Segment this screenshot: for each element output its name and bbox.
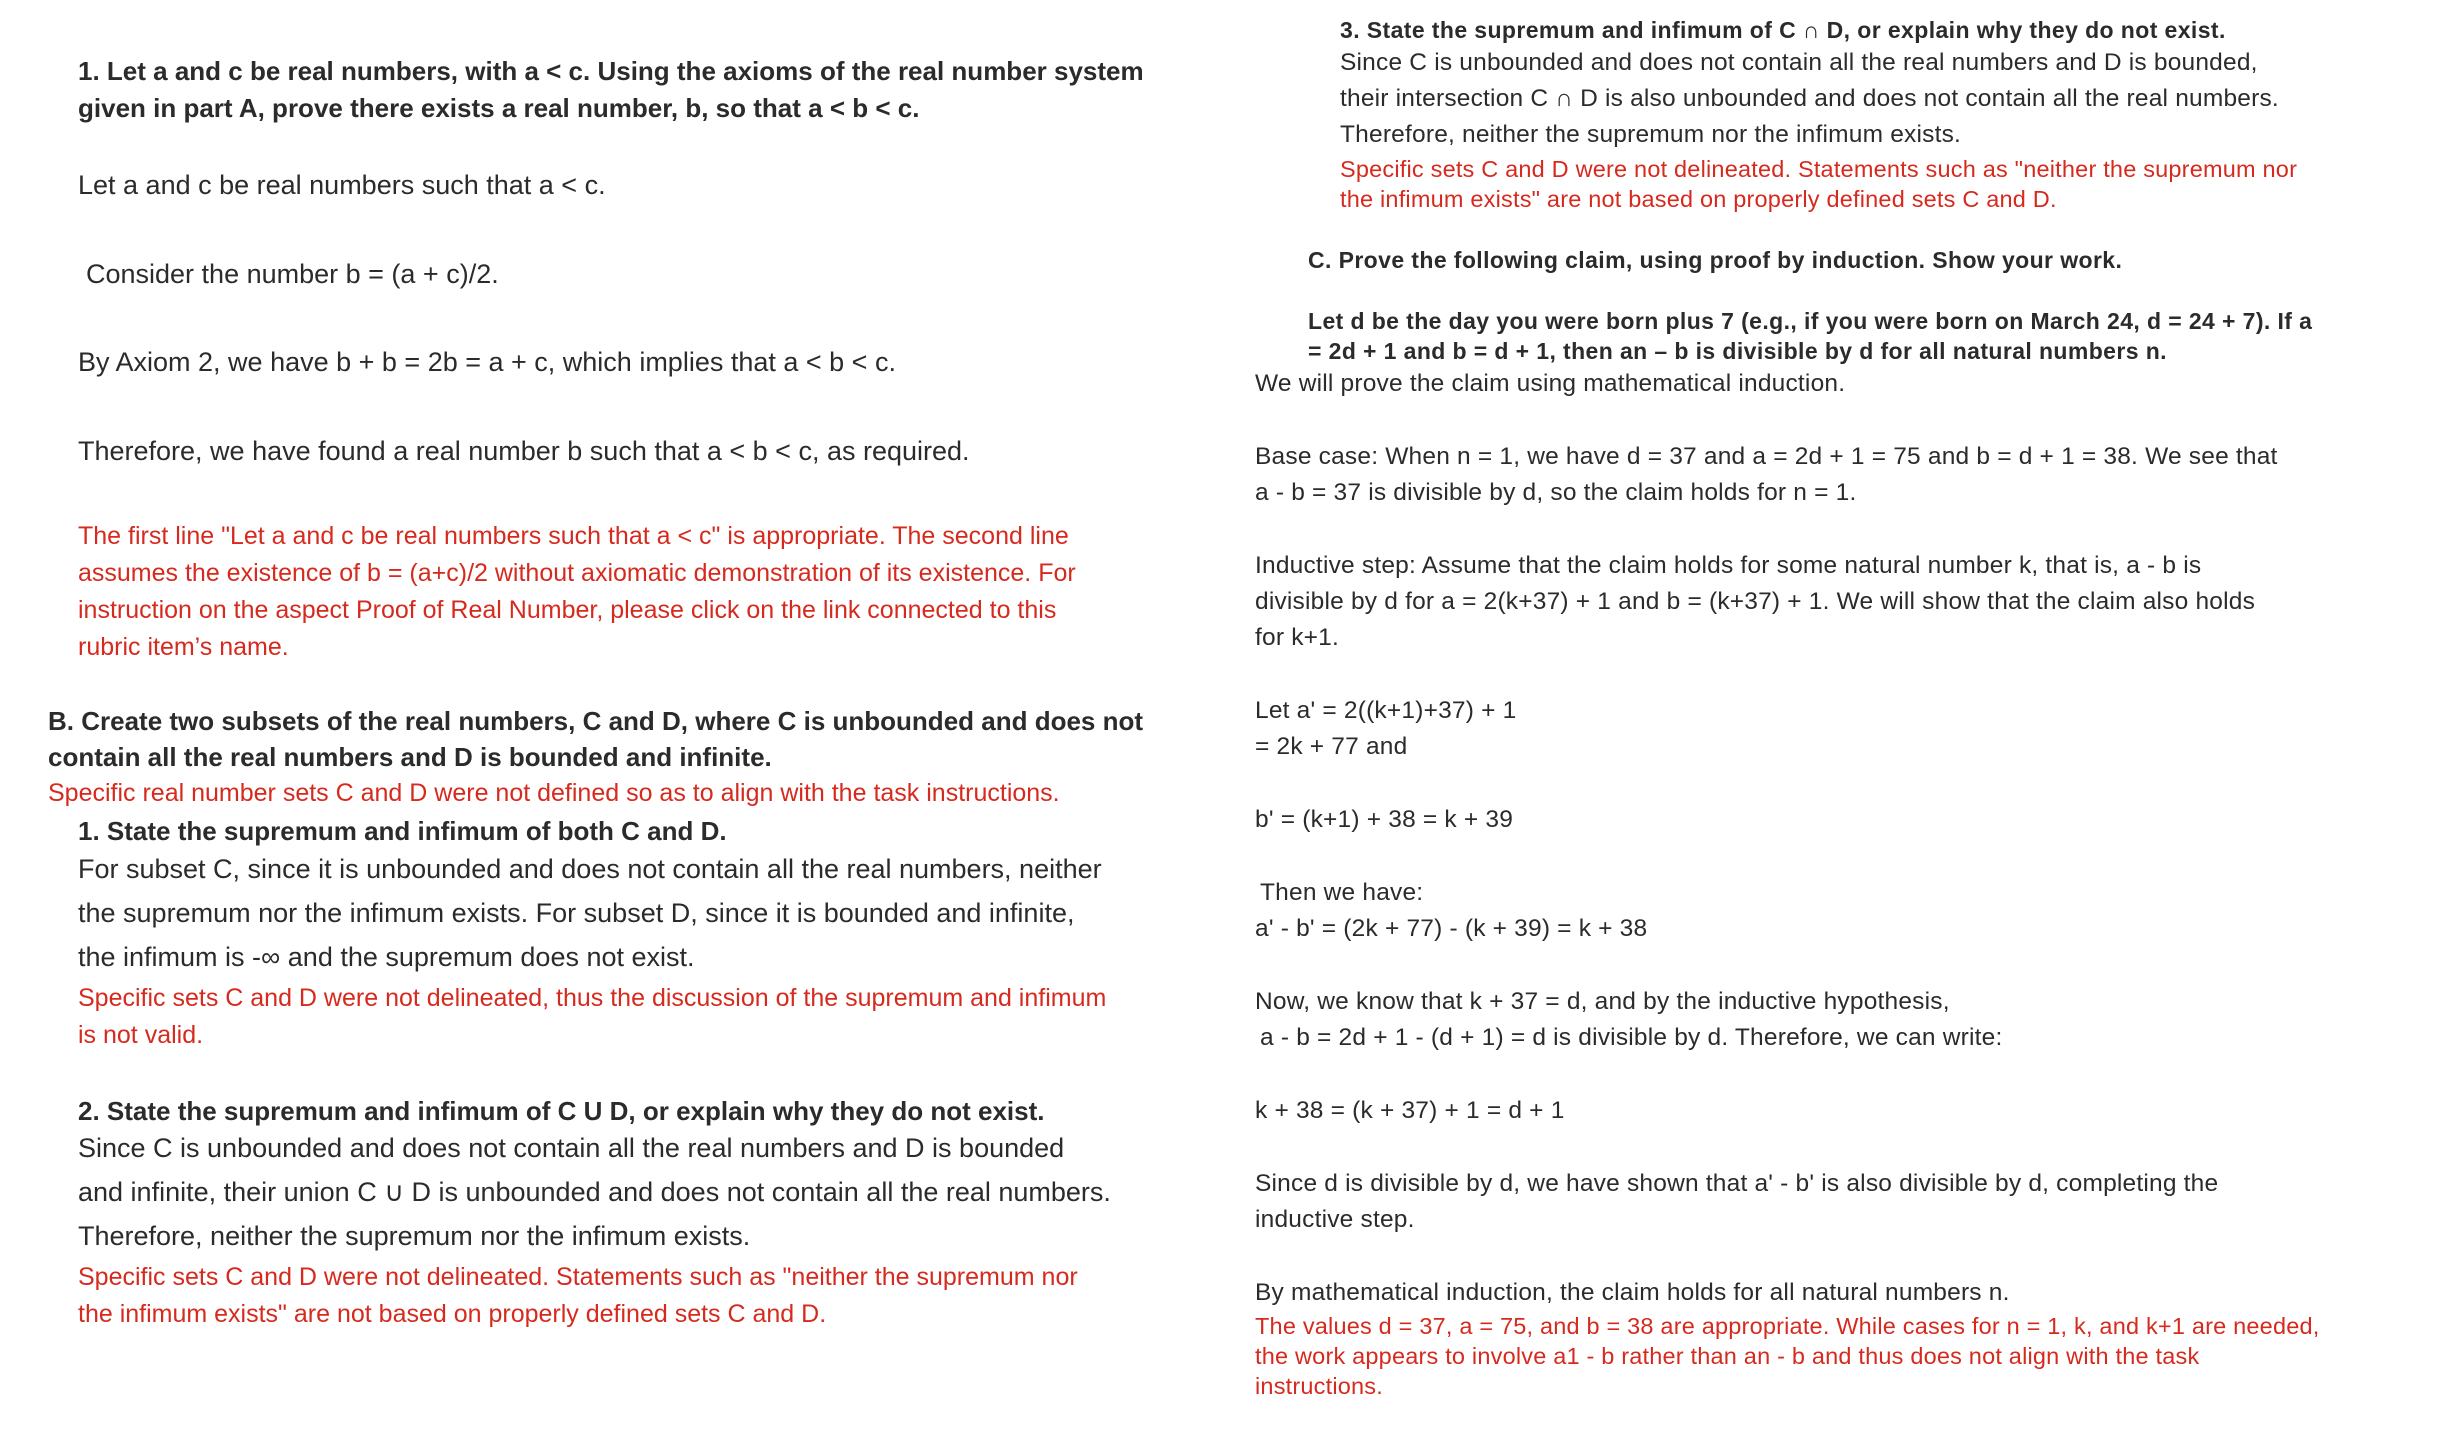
then-line2: a' - b' = (2k + 77) - (k + 39) = k + 38	[1255, 915, 1648, 942]
equation: k + 38 = (k + 37) + 1 = d + 1	[1255, 1097, 1565, 1124]
inductive-step-line1: Inductive step: Assume that the claim holds for some natural number k, that is, a - b is	[1255, 552, 2202, 579]
feedback-a-line1: The first line "Let a and c be real numbers such that a < c" is appropriate. The second line	[78, 522, 1069, 550]
answer-a-line4: Therefore, we have found a real number b such that a < b < c, as required.	[78, 436, 970, 466]
feedback-a-line4: rubric item’s name.	[78, 633, 289, 661]
now-line2: a - b = 2d + 1 - (d + 1) = d is divisible by d. Therefore, we can write:	[1260, 1024, 2003, 1051]
heading-b-line1: B. Create two subsets of the real numbers, C and D, where C is unbounded and does not	[48, 706, 1144, 736]
a-prime-line2: = 2k + 77 and	[1255, 733, 1408, 760]
answer-b1-line2: the supremum nor the infimum exists. For subset D, since it is bounded and infinite,	[78, 898, 1075, 928]
since-line1: Since d is divisible by d, we have shown that a' - b' is also divisible by d, completing the	[1255, 1170, 2219, 1197]
question-a1-line2: given in part A, prove there exists a real number, b, so that a < b < c.	[78, 93, 920, 123]
answer-b1-line1: For subset C, since it is unbounded and does not contain all the real numbers, neither	[78, 854, 1102, 884]
inductive-step-line3: for k+1.	[1255, 624, 1339, 651]
b-prime: b' = (k+1) + 38 = k + 39	[1255, 806, 1514, 833]
answer-b2-line3: Therefore, neither the supremum nor the infimum exists.	[78, 1221, 751, 1251]
conclusion: By mathematical induction, the claim holds for all natural numbers n.	[1255, 1279, 2010, 1306]
feedback-a-line3: instruction on the aspect Proof of Real Number, please click on the link connected to this	[78, 596, 1057, 624]
feedback-a-line2: assumes the existence of b = (a+c)/2 without axiomatic demonstration of its existence. For	[78, 559, 1076, 587]
answer-b3-line2: their intersection C ∩ D is also unbounded and does not contain all the real numbers.	[1340, 85, 2279, 112]
heading-b-line2: contain all the real numbers and D is bounded and infinite.	[48, 742, 772, 772]
now-line1: Now, we know that k + 37 = d, and by the inductive hypothesis,	[1255, 988, 1950, 1015]
answer-a-line1: Let a and c be real numbers such that a < c.	[78, 170, 606, 200]
claim-line2: = 2d + 1 and b = d + 1, then an – b is divisible by d for all natural numbers n.	[1308, 338, 2167, 364]
feedback-b3-line2: the infimum exists" are not based on properly defined sets C and D.	[1340, 186, 2057, 212]
question-b2: 2. State the supremum and infimum of C U D, or explain why they do not exist.	[78, 1096, 1045, 1126]
answer-b2-line1: Since C is unbounded and does not contain all the real numbers and D is bounded	[78, 1133, 1065, 1163]
answer-b2-line2: and infinite, their union C ∪ D is unbounded and does not contain all the real numbers.	[78, 1177, 1111, 1207]
proof-intro: We will prove the claim using mathematical induction.	[1255, 370, 1846, 397]
answer-b1-line3: the infimum is -∞ and the supremum does not exist.	[78, 942, 695, 972]
question-a1-line1: 1. Let a and c be real numbers, with a < c. Using the axioms of the real number system	[78, 56, 1144, 86]
heading-c: C. Prove the following claim, using proof by induction. Show your work.	[1308, 247, 2123, 273]
inductive-step-line2: divisible by d for a = 2(k+37) + 1 and b = (k+37) + 1. We will show that the claim also holds	[1255, 588, 2256, 615]
feedback-b1-line1: Specific sets C and D were not delineated, thus the discussion of the supremum and infimum	[78, 984, 1107, 1012]
feedback-b1-line2: is not valid.	[78, 1021, 204, 1049]
answer-b3-line3: Therefore, neither the supremum nor the infimum exists.	[1340, 121, 1962, 148]
feedback-c-line1: The values d = 37, a = 75, and b = 38 are appropriate. While cases for n = 1, k, and k+1 are needed,	[1255, 1313, 2320, 1339]
answer-a-line2: Consider the number b = (a + c)/2.	[86, 259, 499, 289]
feedback-b3-line1: Specific sets C and D were not delineated. Statements such as "neither the supremum nor	[1340, 156, 2298, 182]
since-line2: inductive step.	[1255, 1206, 1415, 1233]
answer-a-line3: By Axiom 2, we have b + b = 2b = a + c, which implies that a < b < c.	[78, 347, 896, 377]
feedback-b: Specific real number sets C and D were not defined so as to align with the task instructions.	[48, 779, 1060, 807]
feedback-c-line2: the work appears to involve a1 - b rather than an - b and thus does not align with the task	[1255, 1343, 2200, 1369]
feedback-c-line3: instructions.	[1255, 1373, 1383, 1399]
question-b3: 3. State the supremum and infimum of C ∩ D, or explain why they do not exist.	[1340, 17, 2226, 43]
then-line1: Then we have:	[1260, 879, 1424, 906]
question-b1: 1. State the supremum and infimum of both C and D.	[78, 816, 727, 846]
a-prime-line1: Let a' = 2((k+1)+37) + 1	[1255, 697, 1517, 724]
feedback-b2-line2: the infimum exists" are not based on properly defined sets C and D.	[78, 1300, 827, 1328]
base-case-line1: Base case: When n = 1, we have d = 37 and a = 2d + 1 = 75 and b = d + 1 = 38. We see that	[1255, 443, 2278, 470]
answer-b3-line1: Since C is unbounded and does not contain all the real numbers and D is bounded,	[1340, 49, 2258, 76]
claim-line1: Let d be the day you were born plus 7 (e.g., if you were born on March 24, d = 24 + 7). If a	[1308, 308, 2313, 334]
feedback-b2-line1: Specific sets C and D were not delineated. Statements such as "neither the supremum nor	[78, 1263, 1078, 1291]
base-case-line2: a - b = 37 is divisible by d, so the claim holds for n = 1.	[1255, 479, 1857, 506]
